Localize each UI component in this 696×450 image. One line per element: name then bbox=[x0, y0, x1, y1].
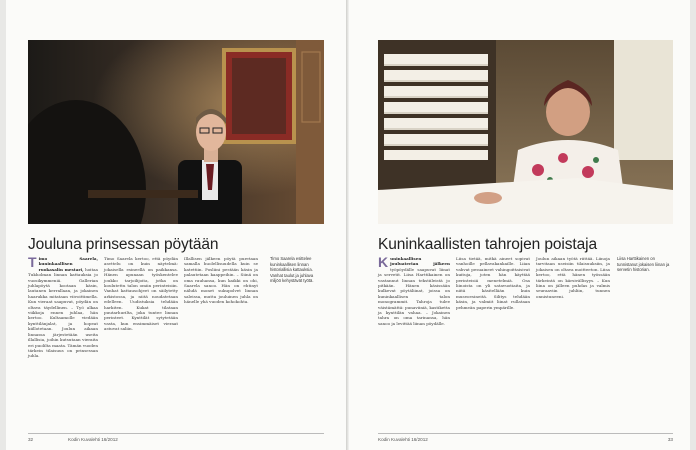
linen-keeper-photo-illustration bbox=[378, 40, 673, 224]
right-photo bbox=[378, 40, 673, 224]
left-folio-label: Kodin Kuvalehti 16/2012 bbox=[68, 437, 118, 442]
left-lead: imo Saarela, kuninkaallisen ruokasalin mestari, bbox=[38, 256, 98, 272]
right-folio-number: 33 bbox=[667, 437, 673, 442]
left-photo bbox=[28, 40, 324, 224]
right-col3-text: Joulun aikaan työtä riittää. Liinoja tarvitaan useisiin tilaisuuksiin, ja jokaisen on oltava moitteeton. Liisa kertoo, että hänen työssään tärkeintä on kärsivällisyys. – Kun liina on jälleen puhdas ja valmis seuraaviin juhliin, tunnen onnistuneeni. bbox=[536, 256, 610, 299]
left-caption: Timo Saarela esittelee kuninkaallisen linnan historiallisia kattauksia. Vanhat taulut ja juhlava miljöö kehystävät työtä. bbox=[270, 256, 314, 284]
left-page bbox=[6, 0, 346, 450]
right-lead: uninkaallisen jouluaterian jälkeen bbox=[390, 256, 450, 267]
right-column-1 bbox=[378, 256, 450, 326]
left-column-2 bbox=[104, 256, 178, 332]
right-col1-text: työpöydälle saapuvat liinat ja servetit. Liisa Harttikainen on vastannut linnan tekstiileistä jo pitkään. Hänen käsissään kulkevat pöytäliinat, joissa on kuninkaallisen talon monogrammit. Tahroja tulee väistämättä: punaviiniä, kastiketta ja kynttilän vahaa. – Jokainen tahra on oma tarinansa, hän sanoo ja levittää liinan pöydälle. bbox=[378, 266, 450, 326]
butler-photo-illustration bbox=[28, 40, 324, 224]
left-col2-text: Timo Saarela kertoo, että pöydän asettelu on kuin näytelmä: jokaisella esineellä on paikkansa. Hänen apunaan työskentelee joukko tarjoilijoita, jotka on koulutettu talon omiin perinteisiin. Vanhat kattausohjeet on säilytetty arkistossa, ja niitä noudatetaan edelleen. Uudistuksia tehdään harkiten. Kukat tilataan puutarhurilta, joka tuntee linnan perinteet. Kynttilät sytytetään vasta, kun ensimmäiset vieraat astuvat saliin. bbox=[104, 256, 178, 332]
left-col1-text: hoitaa Tukholman linnan kattauksia jo vuosikymmeniä. Gallerian juhlapöytä kootaan käsin, lautanen kerrallaan, ja jokainen haarukka mitataan viivoittimella. Kun vieraat saapuvat, pöydän on oltava täydellinen. – Työ alkaa viikkoja ennen juhlaa, hän kertoo. Kultaamolle viedään kynttilänjalat, ja hopeat kiillotetaan. Joulun aikaan linnassa järjestetään useita illallisia, joihin kutsutaan vieraita eri puolilta maata. Tämän vuoden tärkein tilaisuus on prinsessan juhla. bbox=[28, 266, 98, 359]
left-folio-rule bbox=[28, 433, 324, 434]
right-page bbox=[349, 0, 690, 450]
right-headline: Kuninkaallisten tahrojen poistaja bbox=[378, 236, 598, 253]
right-column-3 bbox=[536, 256, 610, 299]
left-column-1 bbox=[28, 256, 98, 359]
right-dropcap: K bbox=[378, 254, 389, 270]
right-caption: Liisa Harttikainen on tunnistanut jokaisen liinan ja servetin historian. bbox=[617, 256, 670, 273]
left-col3-text: Illallisen jälkeen pöytä puretaan samalla huolellisuudella kuin se katettiin. Posliini pestään käsin ja palautetaan kaappeihin. – Siinä on oma rauhansa, kun kaikki on ohi, Saarela sanoo. Hän on ehtinyt nähdä monet sukupolvet linnan saleissa, mutta jouluinen juhla on hänelle yhä vuoden kohokohta. bbox=[184, 256, 258, 305]
right-folio-rule bbox=[378, 433, 673, 434]
left-headline: Jouluna prinsessan pöytään bbox=[28, 236, 219, 253]
right-col2-text: Liisa tietää, mitkä aineet sopivat vanhoille pellavakankaille. Liian vahvat pesuaineet vahingoittaisivat kuituja, joten hän käyttää perinteisiä menetelmiä. Osa liinoista on yli satavuotiaita, ja niitä käsitellään kuin museoesineitä. Silitys tehdään käsin, ja valmiit liinat rullataan pehmeän paperin ympärille. bbox=[456, 256, 530, 310]
left-column-3 bbox=[184, 256, 258, 305]
left-dropcap: T bbox=[28, 254, 37, 270]
right-folio-label: Kodin Kuvalehti 16/2012 bbox=[378, 437, 428, 442]
right-column-2 bbox=[456, 256, 530, 310]
left-folio-number: 32 bbox=[28, 437, 34, 442]
